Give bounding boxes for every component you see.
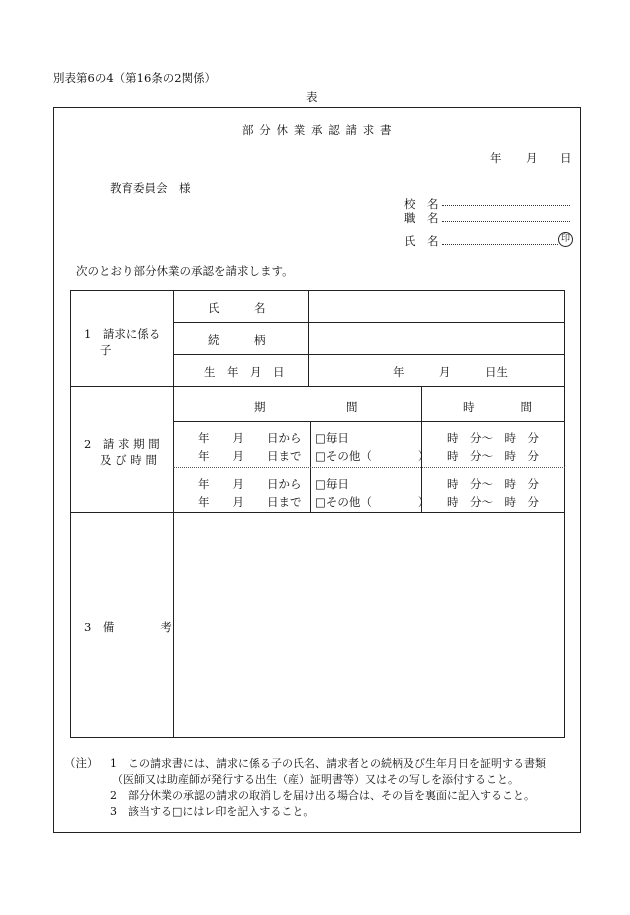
entry1-time1: 時 分～ 時 分 [447,431,539,445]
row2-label-line2: 及 び 時 間 [100,453,157,467]
period-header: 期 間 [254,400,358,414]
school-field[interactable] [442,193,570,206]
row2-label-line1: 2 請 求 期 間 [84,437,160,451]
entry2-time2: 時 分～ 時 分 [447,495,539,509]
seal-mark: 印 [558,232,573,247]
row1-line-b [173,354,565,355]
child-name-label: 氏 名 [208,301,266,315]
row2-entry-divider [173,467,565,468]
entry2-other-checkbox[interactable]: □その他（ ） [315,495,430,509]
entry1-other-checkbox[interactable]: □その他（ ） [315,449,430,463]
row2-bottom [70,512,565,513]
row2-header-line [173,421,565,422]
entry2-time1: 時 分～ 時 分 [447,477,539,491]
child-birth-label: 生 年 月 日 [204,365,285,379]
row1-bottom [70,386,565,387]
date-day: 日 [560,151,572,165]
request-text: 次のとおり部分休業の承認を請求します。 [76,264,294,278]
entry1-time2: 時 分～ 時 分 [447,449,539,463]
note-1-cont: （医師又は助産師が発行する出生（産）証明書等）又はその写しを添付すること。 [112,773,519,786]
entry1-from: 年 月 日から [198,431,302,445]
entry1-daily-checkbox[interactable]: □毎日 [315,431,349,445]
remarks-field[interactable] [175,514,562,735]
annex-label: 別表第6の4（第16条の2関係） [53,71,217,85]
row1-column-divider [308,290,309,386]
side-label: 表 [306,90,318,104]
name-label: 氏 名 [404,234,439,248]
entry1-to: 年 月 日まで [198,449,302,463]
table-bottom [70,737,565,738]
position-field[interactable] [442,209,570,222]
entry2-daily-checkbox[interactable]: □毎日 [315,477,349,491]
addressee: 教育委員会 様 [110,181,191,195]
date-year: 年 [490,151,502,165]
child-birth-value: 年 月 日生 [393,365,508,379]
row1-label-line1: 1 請求に係る [84,327,161,341]
note-2: 2 部分休業の承認の請求の取消しを届け出る場合は、その旨を裏面に記入すること。 [110,789,535,802]
remarks-label: 3 備 考 [84,620,172,634]
name-field[interactable] [442,232,558,245]
label-column-divider [173,290,174,738]
row1-label-line2: 子 [100,343,112,357]
entry2-from: 年 月 日から [198,477,302,491]
entry2-to: 年 月 日まで [198,495,302,509]
school-label: 校 名 [404,197,439,211]
child-relation-field[interactable] [310,324,562,352]
note-3: 3 該当する□にはレ印を記入すること。 [110,805,315,818]
note-1: 1 この請求書には、請求に係る子の氏名、請求者との続柄及び生年月日を証明する書類 [110,757,546,770]
table-left [70,290,71,738]
position-label: 職 名 [404,211,439,225]
time-header: 時 間 [463,400,532,414]
date-month: 月 [526,151,538,165]
table-right [564,290,565,738]
row1-line-a [173,322,565,323]
notes-prefix: （注） [64,756,99,770]
child-relation-label: 続 柄 [208,333,266,347]
form-title: 部分休業承認請求書 [242,123,398,137]
child-name-field[interactable] [310,292,562,320]
